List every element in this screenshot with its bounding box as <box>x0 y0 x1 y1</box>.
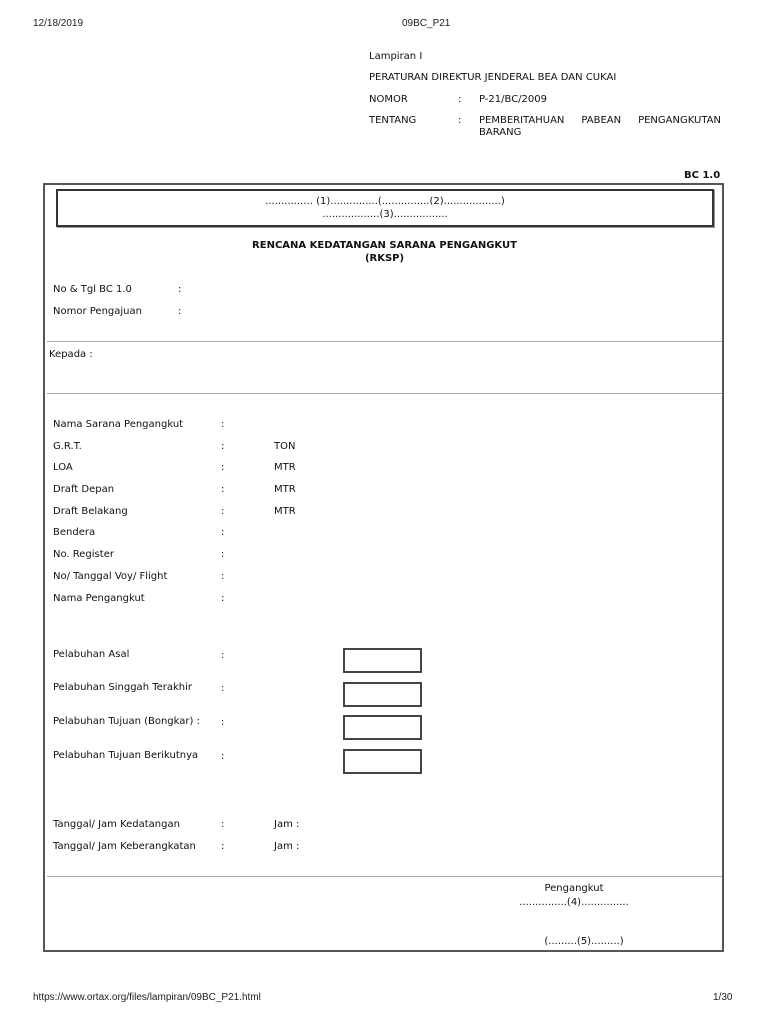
field-colon: : <box>221 593 225 604</box>
no-tgl-label: No & Tgl BC 1.0 <box>53 284 132 295</box>
field-colon: : <box>221 506 225 517</box>
tentang-word-3: PENGANGKUTAN <box>638 115 721 126</box>
draft-depan-unit: MTR <box>274 484 296 495</box>
signature-role: Pengangkut <box>544 883 604 894</box>
no-register-label: No. Register <box>53 549 114 560</box>
signature-id-line: (.........(5).........) <box>544 936 624 947</box>
pelabuhan-berikutnya-code-box[interactable] <box>343 749 422 774</box>
print-url: https://www.ortax.org/files/lampiran/09BC_P21.html <box>33 992 261 1003</box>
divider <box>47 876 722 877</box>
form-subtitle: (RKSP) <box>364 253 405 264</box>
pelabuhan-asal-code-box[interactable] <box>343 648 422 673</box>
divider <box>47 393 722 394</box>
draft-depan-label: Draft Depan <box>53 484 115 495</box>
grt-unit: TON <box>274 441 296 452</box>
form-code: BC 1.0 <box>684 170 721 181</box>
field-colon: : <box>221 819 225 830</box>
tentang-label: TENTANG <box>369 115 417 126</box>
office-code-line2: ..................(3)................. <box>322 209 448 220</box>
keberangkatan-label: Tanggal/ Jam Keberangkatan <box>53 841 196 852</box>
field-colon: : <box>221 571 225 582</box>
peraturan-label: PERATURAN DIREKTUR JENDERAL BEA DAN CUKAI <box>369 72 617 83</box>
nomor-value: P-21/BC/2009 <box>479 94 547 105</box>
tentang-line1 <box>479 115 721 126</box>
loa-label: LOA <box>53 462 73 473</box>
tentang-word-2: PABEAN <box>581 115 622 126</box>
pelabuhan-bongkar-code-box[interactable] <box>343 715 422 740</box>
field-colon: : <box>221 841 225 852</box>
field-colon: : <box>221 419 225 430</box>
nomor-pengajuan-label: Nomor Pengajuan <box>53 306 142 317</box>
pelabuhan-singgah-code-box[interactable] <box>343 682 422 707</box>
nomor-pengajuan-colon: : <box>178 306 182 317</box>
draft-belakang-unit: MTR <box>274 506 296 517</box>
field-colon: : <box>221 441 225 452</box>
office-code-line1: ............... (1)...............(...............(2)..................) <box>265 196 505 207</box>
field-colon: : <box>221 462 225 473</box>
nomor-colon: : <box>458 94 462 105</box>
field-colon: : <box>221 549 225 560</box>
grt-label: G.R.T. <box>53 441 82 452</box>
tentang-line2: BARANG <box>479 127 522 138</box>
vessel-name-label: Nama Sarana Pengangkut <box>53 419 184 430</box>
print-page-number: 1/30 <box>713 992 733 1003</box>
form-title: RENCANA KEDATANGAN SARANA PENGANGKUT <box>252 240 517 251</box>
lampiran-label: Lampiran I <box>369 51 423 62</box>
signature-name-line: ...............(4)............... <box>519 897 629 908</box>
kedatangan-label: Tanggal/ Jam Kedatangan <box>53 819 180 830</box>
loa-unit: MTR <box>274 462 296 473</box>
divider <box>47 341 722 342</box>
print-doc-title: 09BC_P21 <box>402 18 451 29</box>
draft-belakang-label: Draft Belakang <box>53 506 128 517</box>
office-code-box <box>56 189 714 227</box>
field-colon: : <box>221 751 225 762</box>
pelabuhan-bongkar-label: Pelabuhan Tujuan (Bongkar) : <box>53 716 200 727</box>
field-colon: : <box>221 527 225 538</box>
field-colon: : <box>221 484 225 495</box>
kedatangan-jam: Jam : <box>274 819 300 830</box>
print-date: 12/18/2019 <box>33 18 84 29</box>
pelabuhan-berikutnya-label: Pelabuhan Tujuan Berikutnya <box>53 750 199 761</box>
no-tgl-colon: : <box>178 284 182 295</box>
nomor-label: NOMOR <box>369 94 408 105</box>
field-colon: : <box>221 683 225 694</box>
tentang-word-1: PEMBERITAHUAN <box>479 115 565 126</box>
pelabuhan-singgah-label: Pelabuhan Singgah Terakhir <box>53 682 193 693</box>
keberangkatan-jam: Jam : <box>274 841 300 852</box>
tentang-colon: : <box>458 115 462 126</box>
voy-flight-label: No/ Tanggal Voy/ Flight <box>53 571 168 582</box>
bendera-label: Bendera <box>53 527 96 538</box>
field-colon: : <box>221 650 225 661</box>
form-frame <box>43 183 724 952</box>
kepada-label: Kepada : <box>49 349 93 360</box>
field-colon: : <box>221 717 225 728</box>
nama-pengangkut-label: Nama Pengangkut <box>53 593 145 604</box>
pelabuhan-asal-label: Pelabuhan Asal <box>53 649 130 660</box>
